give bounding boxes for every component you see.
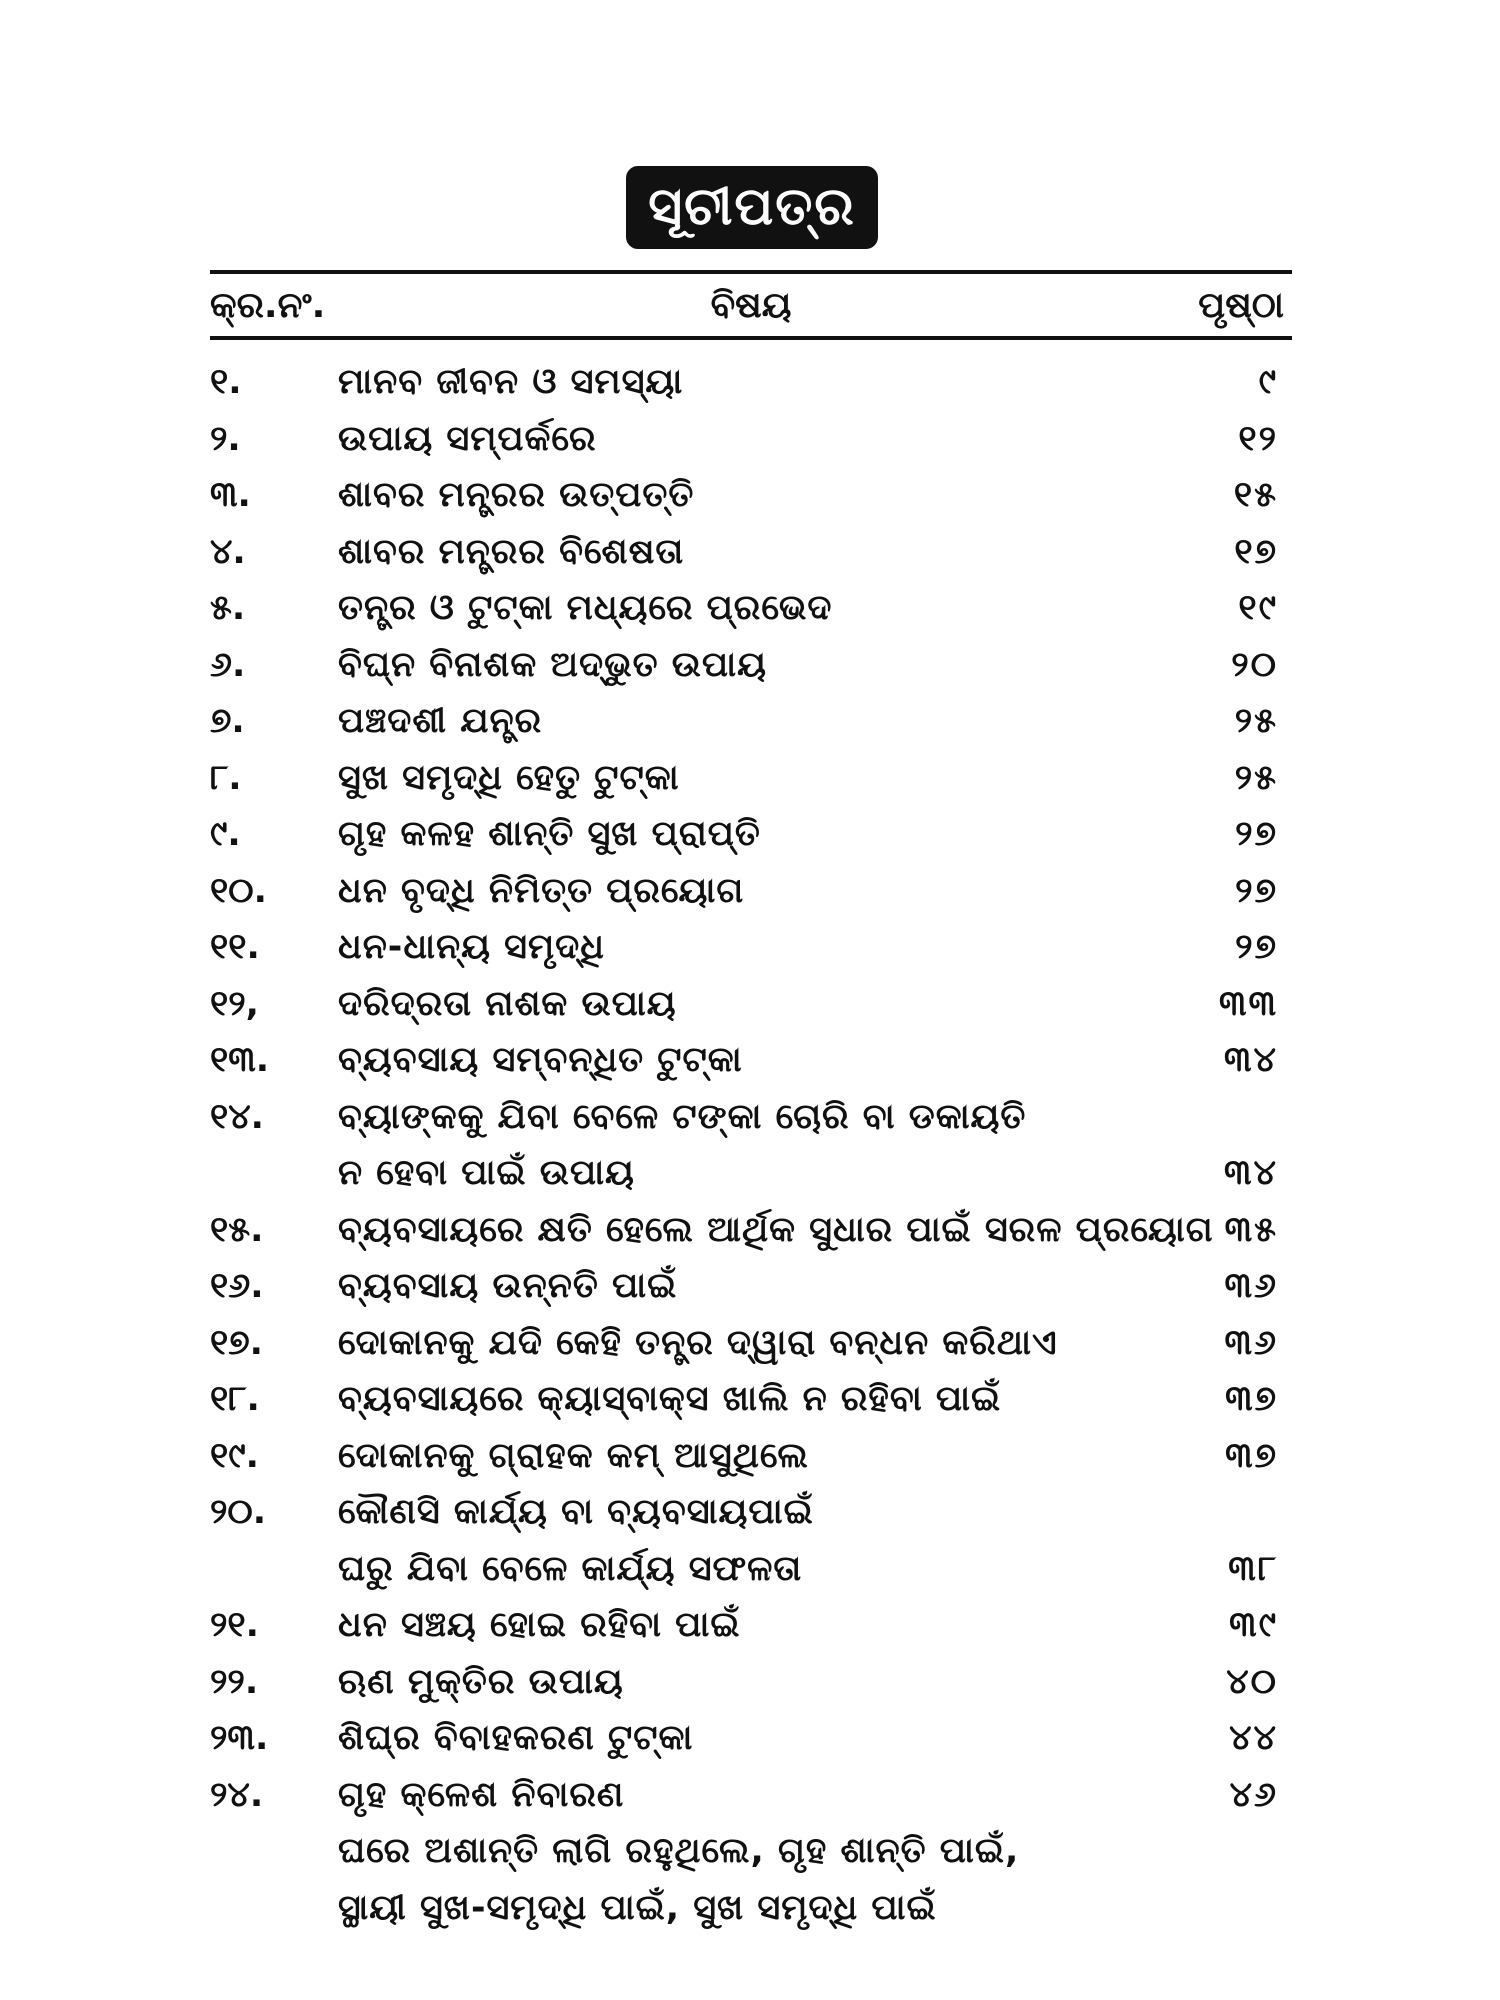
toc-row (210, 637, 1292, 694)
toc-row-page: ୨୦ (1231, 644, 1278, 685)
toc-row-page: ୩୭ (1225, 1379, 1278, 1419)
toc-row (210, 1767, 1292, 1824)
toc-row-subject: ଦୋକାନକୁ ଗ୍ରାହକ କମ୍ ଆସୁଥିଲେ (338, 1435, 809, 1476)
header-serial: କ୍ର.ନଂ. (210, 285, 326, 326)
toc-row (210, 1710, 1292, 1767)
toc-row-subject: ଗୃହ କ୍ଳେଶ ନିବାରଣ (338, 1774, 625, 1815)
toc-row (210, 1428, 1292, 1485)
toc-row-number: ୧୪. (210, 1096, 264, 1137)
toc-row (210, 750, 1292, 807)
header-bottom-rule (210, 336, 1292, 340)
toc-row-page: ୪୪ (1229, 1718, 1278, 1758)
toc-row-subject: ଧନ ସଞ୍ଚୟ ହୋଇ ରହିବା ପାଇଁ (338, 1605, 741, 1645)
toc-row-number: ୨୨. (210, 1661, 259, 1702)
toc-row-page: ୧୯ (1238, 588, 1278, 628)
toc-row-number: ୩. (210, 475, 251, 515)
toc-row-page: ୧୫ (1233, 475, 1278, 515)
header-subject: ବିଷୟ (710, 285, 792, 326)
toc-row (210, 1823, 1292, 1880)
toc-row-subject: ଧନ-ଧାନ୍ୟ ସମୃଦ୍ଧି (338, 927, 605, 967)
toc-row-subject: ବ୍ୟବସାୟରେ କ୍ୟାସ୍‌ବାକ୍ସ ଖାଲି ନ ରହିବା ପାଇଁ (338, 1379, 1002, 1419)
toc-row-subject: ଶାବର ମନ୍ତ୍ରର ଉତ୍ପତ୍ତି (338, 475, 695, 515)
toc-row (210, 580, 1292, 637)
toc-row-page: ୩୪ (1224, 1040, 1278, 1080)
toc-row-page: ୩୯ (1229, 1605, 1278, 1645)
toc-row-number: ୧୭. (210, 1322, 263, 1363)
toc-row (210, 976, 1292, 1033)
toc-row-subject: ଘରୁ ଯିବା ବେଳେ କାର୍ଯ୍ୟ ସଫଳତା (338, 1548, 803, 1589)
toc-row (210, 1258, 1292, 1315)
toc-row-page: ୩୫ (1224, 1209, 1278, 1250)
toc-row-subject: ଉପାୟ ସମ୍ପର୍କରେ (338, 418, 597, 459)
toc-row-subject: ବ୍ୟବସାୟ ଉନ୍ନତି ପାଇଁ (338, 1266, 678, 1306)
toc-row-page: ୧୨ (1238, 418, 1278, 459)
toc-row-subject: ପଞ୍ଚଦଶୀ ଯନ୍ତ୍ର (338, 701, 543, 741)
toc-row (210, 354, 1292, 411)
toc-row-page: ୩୪ (1224, 1153, 1278, 1193)
toc-row-subject: ଶିଘ୍ର ବିବାହକରଣ ଟୁଟ୍‌କା (338, 1718, 694, 1758)
toc-row-subject: କୌଣସି କାର୍ଯ୍ୟ ବା ବ୍ୟବସାୟପାଇଁ (338, 1492, 814, 1532)
toc-row-subject: ନ ହେବା ପାଇଁ ଉପାୟ (338, 1153, 635, 1193)
toc-row-page: ୨୭ (1235, 814, 1278, 854)
toc-row-number: ୧. (210, 362, 242, 402)
toc-row (210, 1202, 1292, 1259)
toc-row-page: ୩୮ (1228, 1548, 1278, 1589)
toc-row (210, 467, 1292, 524)
toc-row-subject: ସ୍ଥାୟୀ ସୁଖ-ସମୃଦ୍ଧି ପାଇଁ, ସୁଖ ସମୃଦ୍ଧି ପାଇଁ (338, 1887, 937, 1928)
toc-row (210, 1315, 1292, 1372)
toc-row (210, 524, 1292, 581)
toc-row-subject: ବ୍ୟବସାୟରେ କ୍ଷତି ହେଲେ ଆର୍ଥିକ ସୁଧାର ପାଇଁ ସରଳ ପ୍ରୟୋଗ (338, 1209, 1214, 1250)
toc-row-number: ୭. (210, 701, 245, 741)
toc-row (210, 1032, 1292, 1089)
toc-row-subject: ମାନବ ଜୀବନ ଓ ସମସ୍ୟା (338, 362, 684, 402)
toc-row-subject: ଗୃହ କଳହ ଶାନ୍ତି ସୁଖ ପ୍ରାପ୍ତି (338, 814, 761, 854)
toc-row-number: ୨୧. (210, 1605, 259, 1645)
toc-row-number: ୯. (210, 814, 241, 854)
toc-row-subject: ଦରିଦ୍ରତା ନାଶକ ଉପାୟ (338, 983, 677, 1024)
toc-row-number: ୧୬. (210, 1266, 264, 1306)
toc-row-number: ୨୦. (210, 1492, 267, 1532)
toc-row (210, 1371, 1292, 1428)
toc-list (210, 354, 1292, 1936)
toc-row-number: ୧୫. (210, 1209, 264, 1250)
toc-row-number: ୧୧. (210, 927, 260, 967)
toc-row-page: ୧୭ (1234, 531, 1278, 572)
toc-row-page: ୪୦ (1226, 1661, 1278, 1702)
toc-row-number: ୮. (210, 757, 242, 798)
toc-row-number: ୧୩. (210, 1040, 270, 1080)
toc-row-page: ୩୬ (1224, 1322, 1278, 1363)
toc-row (210, 806, 1292, 863)
toc-row-subject: ଧନ ବୃଦ୍ଧି ନିମିତ୍ତ ପ୍ରୟୋଗ (338, 870, 745, 911)
toc-row-subject: ଶାବର ମନ୍ତ୍ରର ବିଶେଷତା (338, 531, 685, 572)
toc-row-subject: ବ୍ୟାଙ୍କକୁ ଯିବା ବେଳେ ଟଙ୍କା ଚୋରି ବା ଡକାୟତି (338, 1096, 1027, 1137)
toc-row-page: ୩୬ (1224, 1266, 1278, 1306)
toc-row-page: ୪୬ (1229, 1774, 1278, 1815)
header-page: ପୃଷ୍ଠା (1198, 285, 1284, 326)
header-top-rule (210, 270, 1292, 274)
toc-row-page: ୯ (1258, 362, 1278, 402)
toc-row-page: ୨୭ (1235, 927, 1278, 967)
toc-row-number: ୨୩. (210, 1718, 269, 1758)
toc-row-subject: ଋଣ ମୁକ୍ତିର ଉପାୟ (338, 1661, 624, 1702)
toc-row-subject: ତନ୍ତ୍ର ଓ ଟୁଟ୍‌କା ମଧ୍ୟରେ ପ୍ରଭେଦ (338, 588, 833, 628)
toc-row-subject: ଦୋକାନକୁ ଯଦି କେହି ତନ୍ତ୍ର ଦ୍ୱାରା ବନ୍ଧନ କରିଥାଏ (338, 1322, 1058, 1363)
toc-row-number: ୨. (210, 418, 241, 459)
toc-row (210, 411, 1292, 468)
toc-row-subject: ଘରେ ଅଶାନ୍ତି ଲାଗି ରହୁଥିଲେ, ଗୃହ ଶାନ୍ତି ପାଇଁ, (338, 1831, 1020, 1871)
toc-row-number: ୫. (210, 588, 246, 628)
toc-row (210, 1145, 1292, 1202)
toc-row (210, 693, 1292, 750)
toc-row-subject: ବ୍ୟବସାୟ ସମ୍ବନ୍ଧିତ ଟୁଟ୍‌କା (338, 1040, 743, 1080)
toc-row-number: ୧୨, (210, 983, 259, 1024)
toc-row-number: ୬. (210, 644, 246, 685)
toc-row (210, 1541, 1292, 1598)
toc-row-page: ୨୫ (1234, 757, 1278, 798)
page-title: ସୂଚୀପତ୍ର (626, 166, 878, 249)
toc-row-number: ୨୪. (210, 1774, 264, 1815)
toc-row (210, 863, 1292, 920)
toc-row-subject: ବିଘ୍ନ ବିନାଶକ ଅଦ୍‌ଭୁତ ଉପାୟ (338, 644, 767, 685)
toc-row-subject: ସୁଖ ସମୃଦ୍ଧି ହେତୁ ଟୁଟ୍‌କା (338, 757, 680, 798)
toc-row-number: ୧୯. (210, 1435, 259, 1476)
toc-row-page: ୩୩ (1218, 983, 1278, 1024)
toc-row-number: ୧୦. (210, 870, 267, 911)
toc-row (210, 1654, 1292, 1711)
toc-row (210, 1597, 1292, 1654)
toc-row (210, 1089, 1292, 1146)
toc-row (210, 919, 1292, 976)
toc-row-page: ୨୭ (1235, 870, 1278, 911)
table-header (210, 280, 1292, 332)
toc-row (210, 1880, 1292, 1937)
toc-row-page: ୨୫ (1234, 701, 1278, 741)
toc-row (210, 1484, 1292, 1541)
toc-row-number: ୪. (210, 531, 246, 572)
toc-row-page: ୩୭ (1225, 1435, 1278, 1476)
toc-row-number: ୧୮. (210, 1379, 260, 1419)
